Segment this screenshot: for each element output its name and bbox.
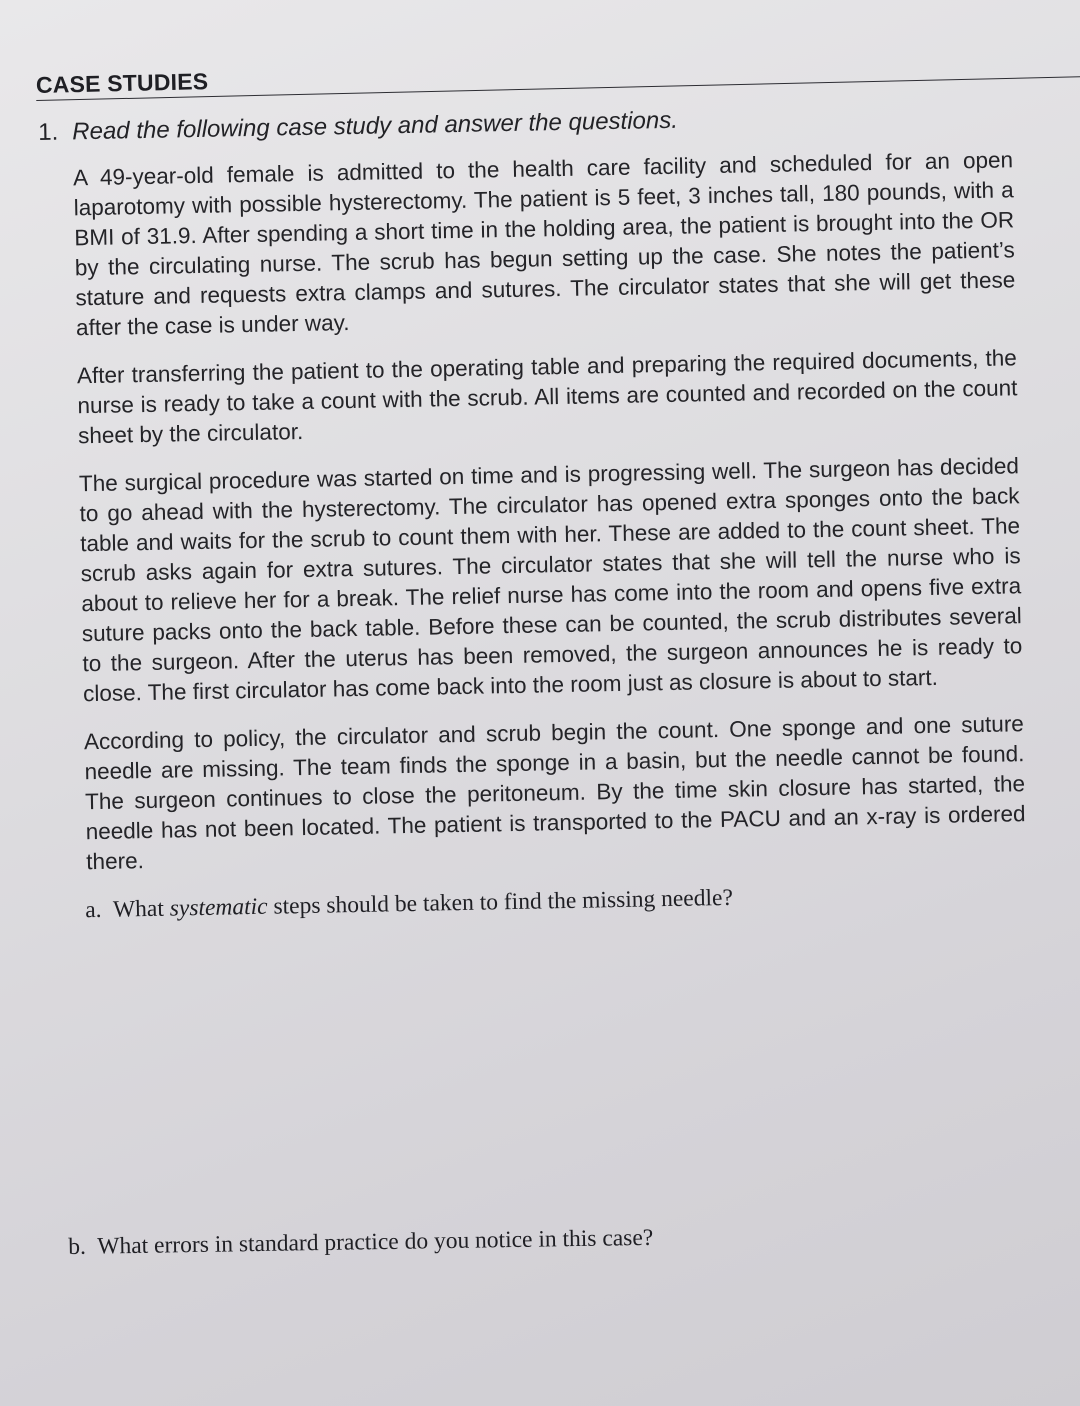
case-study-content	[38, 99, 1033, 926]
sub-question-a-text-after: steps should be taken to find the missing needle?	[273, 884, 734, 920]
case-paragraph-3: The surgical procedure was started on time and is progressing well. The surgeon has decided to go ahead with the hysterectomy. The circulator has opened extra sponges onto the back table and waits for the scrub to count them with her. These are added to the count sheet. The scrub asks again for extra sutures. The circulator states that she will tell the nurse who is about to relieve her for a break. The relief nurse has come into the room and opens five extra suture packs onto the back table. Before these can be counted, the scrub distributes several to the surgeon. After the uterus has been removed, the surgeon announces he is ready to close. The first circulator has come back into the room just as closure is about to start.	[78, 453, 1023, 707]
section-header	[36, 48, 1080, 104]
question-heading	[38, 99, 1018, 148]
sub-question-a-emphasis: systematic	[169, 893, 268, 922]
section-title: CASE STUDIES	[35, 68, 209, 98]
sub-question-b	[68, 1223, 653, 1262]
question-number: 1.	[38, 118, 59, 146]
case-paragraph-1: A 49-year-old female is admitted to the health care facility and scheduled for an open laparotomy with possible hysterectomy. The patient is 5 feet, 3 inches tall, 180 pounds, with a BMI of 31.9. After spending a short time in the holding area, the patient is brought into the OR by the circulating nurse. The scrub has begun setting up the case. She notes the patient’s stature and requests extra clamps and sutures. The circulator states that she will get these after the case is under way.	[72, 147, 1016, 341]
case-paragraph-4: According to policy, the circulator and scrub begin the count. One sponge and one suture needle are missing. The team finds the sponge in a basin, but the needle cannot be found. The surgeon continues to close the peritoneum. By the time skin closure has started, the needle has not been located. The patient is transported to the PACU and an x-ray is ordered there.	[83, 711, 1026, 875]
question-prompt: Read the following case study and answer the questions.	[72, 106, 679, 146]
sub-question-a-text-before: What	[112, 895, 165, 923]
sub-question-b-text: What errors in standard practice do you notice in this case?	[97, 1224, 654, 1260]
case-paragraph-2: After transferring the patient to the operating table and preparing the required documents, the nurse is ready to take a count with the scrub. All items are counted and recorded on the count sheet by the circulator.	[76, 345, 1018, 449]
sub-question-a	[85, 877, 1033, 925]
sub-question-b-label: b.	[68, 1233, 87, 1260]
sub-question-a-label: a.	[84, 896, 102, 924]
